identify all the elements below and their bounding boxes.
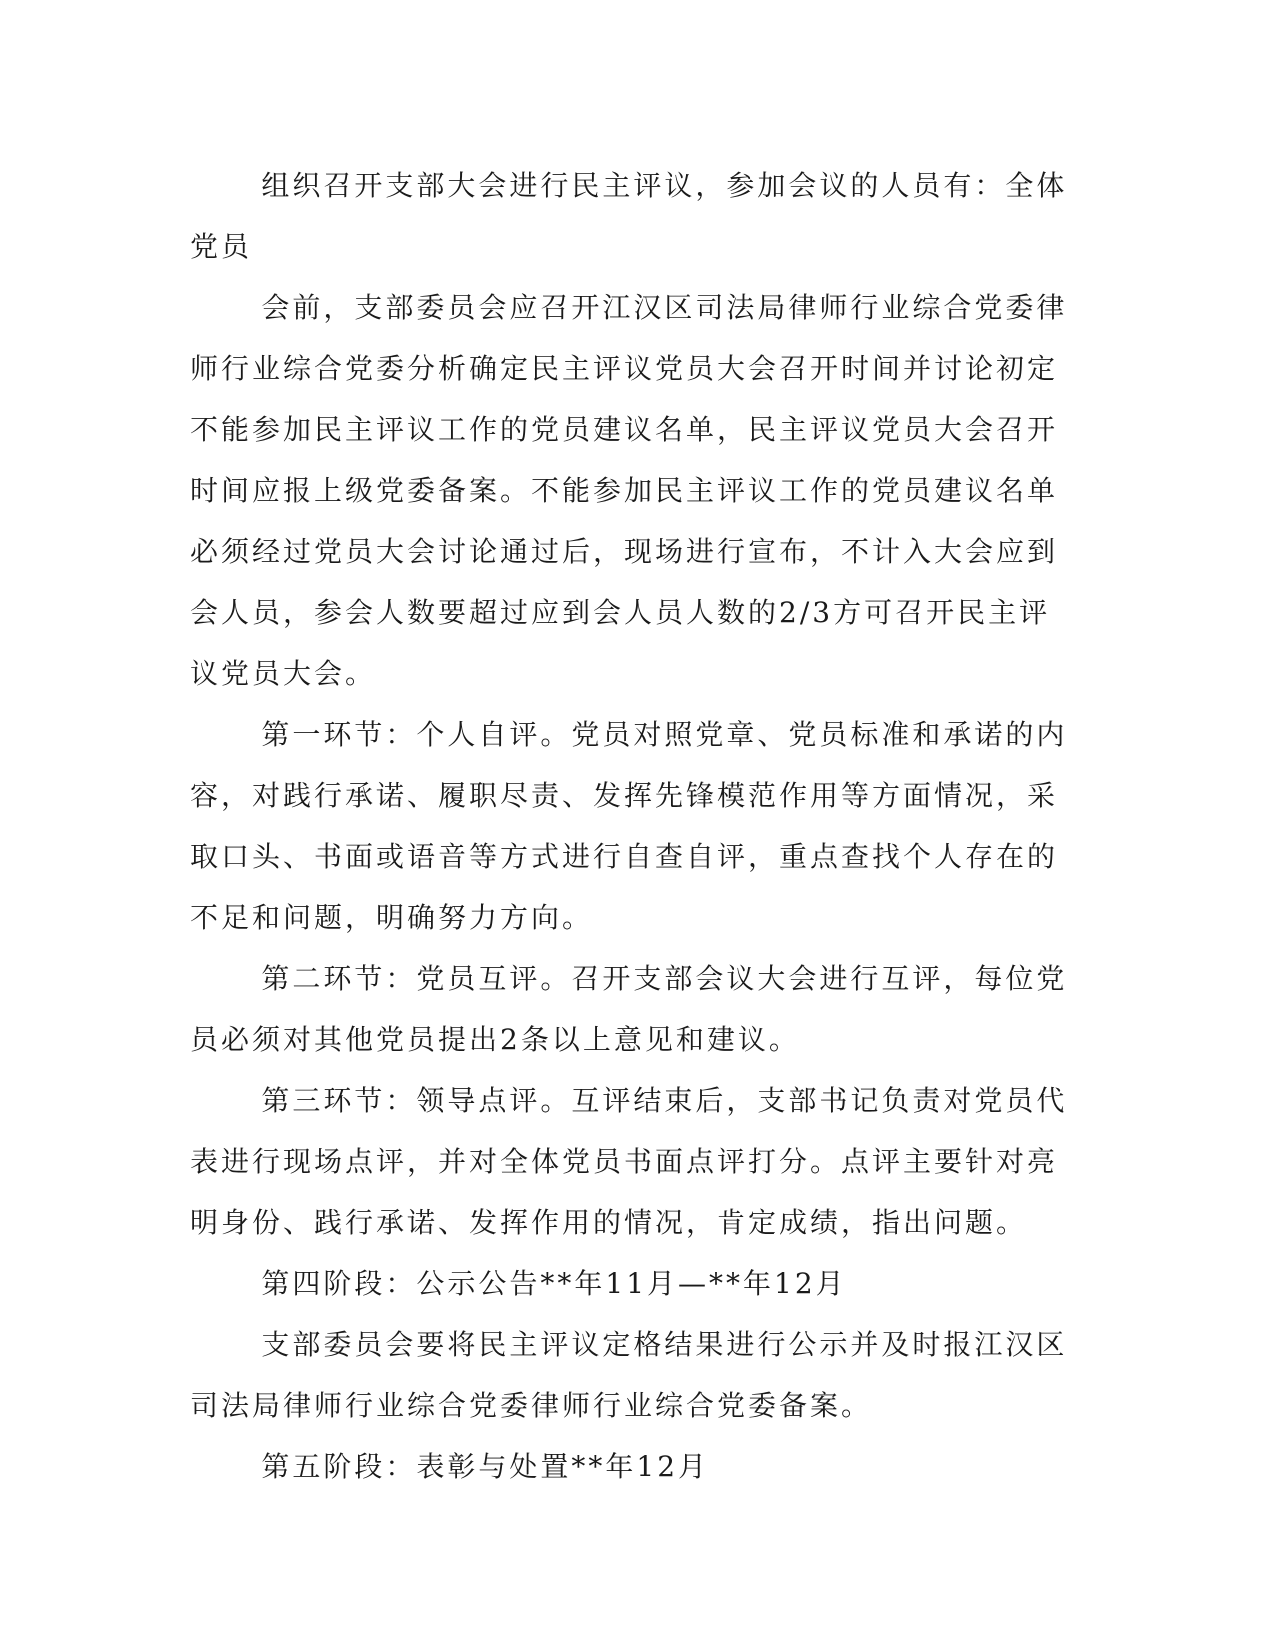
paragraph-self-evaluation: 第一环节：个人自评。党员对照党章、党员标准和承诺的内容，对践行承诺、履职尽责、发挥先锋模范作用等方面情况，采取口头、书面或语音等方式进行自查自评，重点查找个人存在的不足和问题，明确努力方向。 [190, 718, 1068, 934]
document-body [190, 155, 1070, 1497]
paragraph-publicity: 支部委员会要将民主评议定格结果进行公示并及时报江汉区司法局律师行业综合党委律师行业综合党委备案。 [190, 1328, 1068, 1422]
paragraph-leader-review: 第三环节：领导点评。互评结束后，支部书记负责对党员代表进行现场点评，并对全体党员书面点评打分。点评主要针对亮明身份、践行承诺、发挥作用的情况，肯定成绩，指出问题。 [190, 1084, 1068, 1239]
paragraph-stage-five: 第五阶段：表彰与处置**年12月 [261, 1450, 710, 1483]
paragraph-stage-four: 第四阶段：公示公告**年11月—**年12月 [261, 1267, 847, 1300]
paragraph-peer-evaluation: 第二环节：党员互评。召开支部会议大会进行互评，每位党员必须对其他党员提出2条以上意见和建议。 [190, 962, 1068, 1056]
paragraph-pre-meeting: 会前，支部委员会应召开江汉区司法局律师行业综合党委律师行业综合党委分析确定民主评议党员大会召开时间并讨论初定不能参加民主评议工作的党员建议名单，民主评议党员大会召开时间应报上级党委备案。不能参加民主评议工作的党员建议名单必须经过党员大会讨论通过后，现场进行宣布，不计入大会应到会人员，参会人数要超过应到会人员人数的2/3方可召开民主评议党员大会。 [190, 291, 1068, 690]
paragraph-meeting: 组织召开支部大会进行民主评议，参加会议的人员有：全体党员 [190, 169, 1068, 263]
